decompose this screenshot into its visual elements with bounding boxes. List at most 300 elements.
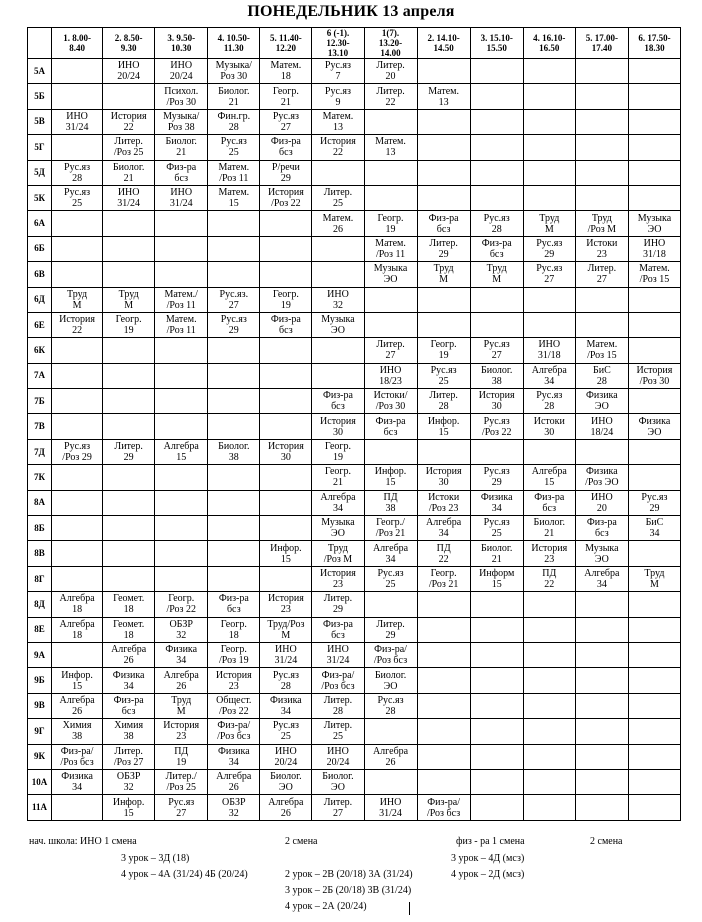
lesson-cell: Рус.яз /Роз 29	[52, 439, 103, 464]
lesson-cell: Рус.яз 7	[312, 59, 364, 84]
lesson-cell	[470, 795, 523, 820]
lesson-cell	[470, 693, 523, 718]
lesson-cell: Труд М	[470, 262, 523, 287]
lesson-cell	[103, 541, 155, 566]
lesson-cell: Литер./ /Роз 25	[155, 769, 208, 794]
lesson-cell: Труд/Роз М	[260, 617, 312, 642]
lesson-cell	[523, 109, 575, 134]
lesson-cell: ИНО 31/18	[628, 236, 680, 261]
lesson-cell	[575, 592, 628, 617]
lesson-cell	[52, 566, 103, 591]
lesson-cell	[364, 287, 417, 312]
lesson-cell: История 30	[260, 439, 312, 464]
lesson-cell: Матем. 13	[364, 135, 417, 160]
lesson-cell: Биолог. 21	[208, 84, 260, 109]
lesson-cell: Биолог. 21	[523, 516, 575, 541]
lesson-cell: ОБЗР 32	[208, 795, 260, 820]
note-pe-lesson3: 3 урок – 4Д (мсз)	[451, 853, 525, 864]
lesson-cell: ИНО 31/24	[364, 795, 417, 820]
lesson-cell	[155, 236, 208, 261]
lesson-cell: ИНО 32	[312, 287, 364, 312]
note-pe-shift1: физ - ра 1 смена	[456, 836, 525, 847]
period-header-10: 4. 16.10- 16.50	[523, 28, 575, 59]
period-header-2: 2. 8.50- 9.30	[103, 28, 155, 59]
lesson-cell	[523, 84, 575, 109]
lesson-cell: Истоки 30	[523, 414, 575, 439]
lesson-cell	[208, 236, 260, 261]
lesson-cell	[628, 769, 680, 794]
lesson-cell: Физика 34	[155, 642, 208, 667]
class-row	[28, 642, 681, 667]
period-header-6: 6 (-1). 12.30- 13.10	[312, 28, 364, 59]
lesson-cell	[260, 262, 312, 287]
lesson-cell: История 22	[52, 312, 103, 337]
class-label: 9А	[28, 642, 52, 667]
lesson-cell: Геогр. /Роз 19	[208, 642, 260, 667]
lesson-cell	[260, 566, 312, 591]
class-row	[28, 389, 681, 414]
lesson-cell	[364, 109, 417, 134]
lesson-cell: Биолог. ЭО	[312, 769, 364, 794]
lesson-cell: Биолог. 21	[103, 160, 155, 185]
lesson-cell	[417, 668, 470, 693]
lesson-cell	[523, 744, 575, 769]
class-row	[28, 490, 681, 515]
lesson-cell: Труд М	[628, 566, 680, 591]
lesson-cell	[417, 592, 470, 617]
lesson-cell	[575, 185, 628, 210]
lesson-cell: Труд М	[103, 287, 155, 312]
period-header-1: 1. 8.00- 8.40	[52, 28, 103, 59]
lesson-cell: Физ-ра бсз	[103, 693, 155, 718]
lesson-cell	[628, 719, 680, 744]
lesson-cell: Рус.яз 27	[470, 338, 523, 363]
lesson-cell: Рус.яз 25	[260, 719, 312, 744]
lesson-cell	[417, 160, 470, 185]
lesson-cell	[523, 439, 575, 464]
lesson-cell	[52, 211, 103, 236]
lesson-cell	[208, 211, 260, 236]
lesson-cell	[208, 566, 260, 591]
lesson-cell: Инфор. 15	[52, 668, 103, 693]
lesson-cell: История 22	[312, 135, 364, 160]
lesson-cell	[628, 338, 680, 363]
class-row	[28, 338, 681, 363]
lesson-cell: Физика 34	[103, 668, 155, 693]
class-row	[28, 516, 681, 541]
lesson-cell: Биолог. 21	[155, 135, 208, 160]
lesson-cell: Матем. 15	[208, 185, 260, 210]
lesson-cell	[155, 389, 208, 414]
lesson-cell: Литер. 20	[364, 59, 417, 84]
lesson-cell: Алгебра 34	[364, 541, 417, 566]
lesson-cell	[523, 769, 575, 794]
note-pe-lesson4: 4 урок – 2Д (мсз)	[451, 869, 525, 880]
lesson-cell: Рус.яз 27	[155, 795, 208, 820]
lesson-cell: Физ-ра бсз	[364, 414, 417, 439]
lesson-cell	[575, 109, 628, 134]
lesson-cell: Труд М	[155, 693, 208, 718]
header-row	[28, 28, 681, 59]
lesson-cell	[208, 389, 260, 414]
lesson-cell: История 22	[103, 109, 155, 134]
lesson-cell: Алгебра 15	[155, 439, 208, 464]
lesson-cell	[628, 693, 680, 718]
lesson-cell	[470, 59, 523, 84]
lesson-cell	[208, 338, 260, 363]
lesson-cell: Физ-ра бсз	[312, 389, 364, 414]
lesson-cell	[103, 338, 155, 363]
lesson-cell: Матем. /Роз 11	[155, 312, 208, 337]
lesson-cell	[364, 769, 417, 794]
note-ino-shift2-lesson3: 3 урок – 2Б (20/18) 3В (31/24)	[285, 885, 412, 896]
lesson-cell	[52, 541, 103, 566]
lesson-cell: История 23	[155, 719, 208, 744]
lesson-cell	[52, 642, 103, 667]
lesson-cell	[575, 135, 628, 160]
lesson-cell	[260, 363, 312, 388]
lesson-cell	[417, 719, 470, 744]
class-row	[28, 262, 681, 287]
lesson-cell: Геогр./ /Роз 21	[364, 516, 417, 541]
class-row	[28, 566, 681, 591]
lesson-cell	[103, 211, 155, 236]
lesson-cell	[523, 312, 575, 337]
lesson-cell: Матем. 26	[312, 211, 364, 236]
lesson-cell: Литер. 25	[312, 719, 364, 744]
period-header-7: 1(7). 13.20- 14.00	[364, 28, 417, 59]
class-row	[28, 592, 681, 617]
lesson-cell: Инфор. 15	[364, 465, 417, 490]
note-ino-lesson3: 3 урок – 3Д (18)	[121, 853, 190, 864]
lesson-cell	[208, 465, 260, 490]
lesson-cell: Музыка ЭО	[575, 541, 628, 566]
class-label: 7В	[28, 414, 52, 439]
lesson-cell: История 23	[260, 592, 312, 617]
lesson-cell	[208, 541, 260, 566]
lesson-cell: Литер. /Роз 27	[103, 744, 155, 769]
lesson-cell	[155, 414, 208, 439]
lesson-cell: Геогр. 21	[260, 84, 312, 109]
lesson-cell	[523, 693, 575, 718]
class-row	[28, 312, 681, 337]
lesson-cell	[103, 262, 155, 287]
lesson-cell: Физ-ра бсз	[260, 312, 312, 337]
lesson-cell: История 30	[312, 414, 364, 439]
lesson-cell: Труд М	[417, 262, 470, 287]
lesson-cell: Алгебра 18	[52, 617, 103, 642]
lesson-cell	[364, 592, 417, 617]
lesson-cell: Матем. 13	[417, 84, 470, 109]
lesson-cell	[628, 642, 680, 667]
lesson-cell: Рус.яз 28	[52, 160, 103, 185]
lesson-cell: ПД 38	[364, 490, 417, 515]
lesson-cell	[470, 287, 523, 312]
lesson-cell	[523, 668, 575, 693]
class-label: 6В	[28, 262, 52, 287]
lesson-cell: Матем. 18	[260, 59, 312, 84]
lesson-cell: Геогр. /Роз 22	[155, 592, 208, 617]
lesson-cell: Биолог. 38	[208, 439, 260, 464]
lesson-cell: Р/речи 29	[260, 160, 312, 185]
lesson-cell: Химия 38	[103, 719, 155, 744]
lesson-cell	[470, 109, 523, 134]
lesson-cell	[155, 211, 208, 236]
lesson-cell	[155, 566, 208, 591]
lesson-cell	[628, 160, 680, 185]
lesson-cell: Литер. 28	[312, 693, 364, 718]
lesson-cell	[208, 363, 260, 388]
lesson-cell: ИНО 31/24	[312, 642, 364, 667]
lesson-cell	[312, 338, 364, 363]
lesson-cell: ИНО 18/23	[364, 363, 417, 388]
class-row	[28, 795, 681, 820]
lesson-cell	[470, 160, 523, 185]
lesson-cell: Рус.яз 25	[52, 185, 103, 210]
period-header-11: 5. 17.00- 17.40	[575, 28, 628, 59]
lesson-cell	[103, 516, 155, 541]
lesson-cell: Рус.яз. 27	[208, 287, 260, 312]
lesson-cell: Алгебра 34	[575, 566, 628, 591]
class-row	[28, 439, 681, 464]
lesson-cell: Матем. /Роз 11	[364, 236, 417, 261]
lesson-cell: Инфор. 15	[103, 795, 155, 820]
lesson-cell	[417, 744, 470, 769]
lesson-cell: Геогр. 19	[312, 439, 364, 464]
lesson-cell: Психол. /Роз 30	[155, 84, 208, 109]
lesson-cell	[364, 719, 417, 744]
lesson-cell: ИНО 20/24	[312, 744, 364, 769]
class-label: 7Д	[28, 439, 52, 464]
lesson-cell	[417, 287, 470, 312]
lesson-cell	[103, 414, 155, 439]
note-ino-shift2-lesson2: 2 урок – 2В (20/18) 3А (31/24)	[285, 869, 413, 880]
class-row	[28, 617, 681, 642]
lesson-cell: Рус.яз 9	[312, 84, 364, 109]
class-row	[28, 414, 681, 439]
lesson-cell	[155, 490, 208, 515]
lesson-cell	[523, 287, 575, 312]
lesson-cell: Рус.яз 29	[470, 465, 523, 490]
lesson-cell: История /Роз 22	[260, 185, 312, 210]
class-row	[28, 693, 681, 718]
lesson-cell: Рус.яз 25	[208, 135, 260, 160]
class-row	[28, 109, 681, 134]
class-label: 6Д	[28, 287, 52, 312]
lesson-cell: ИНО 31/18	[523, 338, 575, 363]
lesson-cell: История 23	[312, 566, 364, 591]
lesson-cell: Алгебра 34	[523, 363, 575, 388]
lesson-cell	[575, 312, 628, 337]
lesson-cell: Матем./ /Роз 11	[155, 287, 208, 312]
lesson-cell	[523, 617, 575, 642]
class-label: 5Б	[28, 84, 52, 109]
class-label: 5В	[28, 109, 52, 134]
lesson-cell	[575, 744, 628, 769]
lesson-cell	[628, 592, 680, 617]
lesson-cell: Рус.яз 29	[208, 312, 260, 337]
lesson-cell: Алгебра 26	[364, 744, 417, 769]
lesson-cell: Физика 34	[470, 490, 523, 515]
lesson-cell	[470, 617, 523, 642]
class-row	[28, 211, 681, 236]
class-label: 6Б	[28, 236, 52, 261]
lesson-cell	[260, 338, 312, 363]
class-row	[28, 744, 681, 769]
lesson-cell	[417, 693, 470, 718]
lesson-cell: Общест. /Роз 22	[208, 693, 260, 718]
lesson-cell	[52, 262, 103, 287]
lesson-cell: Биолог. 21	[470, 541, 523, 566]
class-label: 6К	[28, 338, 52, 363]
lesson-cell: ИНО 20/24	[260, 744, 312, 769]
lesson-cell: Физ-ра бсз	[417, 211, 470, 236]
class-label: 8А	[28, 490, 52, 515]
lesson-cell: Литер. 27	[312, 795, 364, 820]
lesson-cell: ИНО 20	[575, 490, 628, 515]
lesson-cell: Рус.яз /Роз 22	[470, 414, 523, 439]
lesson-cell: Геомет. 18	[103, 592, 155, 617]
lesson-cell: Рус.яз 29	[628, 490, 680, 515]
lesson-cell: Труд /Роз М	[575, 211, 628, 236]
lesson-cell: Литер. 27	[364, 338, 417, 363]
lesson-cell: Геогр. 19	[103, 312, 155, 337]
class-label: 5А	[28, 59, 52, 84]
lesson-cell	[417, 439, 470, 464]
lesson-cell: Рус.яз 28	[523, 389, 575, 414]
lesson-cell: Музыка/ Роз 30	[208, 59, 260, 84]
lesson-cell: Музыка ЭО	[628, 211, 680, 236]
lesson-cell	[575, 693, 628, 718]
lesson-cell: Алгебра 26	[208, 769, 260, 794]
lesson-cell: Литер. 22	[364, 84, 417, 109]
lesson-cell: Геогр. 18	[208, 617, 260, 642]
lesson-cell	[628, 185, 680, 210]
lesson-cell	[628, 287, 680, 312]
lesson-cell: Физ-ра бсз	[523, 490, 575, 515]
lesson-cell: Рус.яз 27	[523, 262, 575, 287]
class-row	[28, 287, 681, 312]
lesson-cell: Геогр. 19	[260, 287, 312, 312]
lesson-cell	[575, 84, 628, 109]
lesson-cell: История 23	[523, 541, 575, 566]
lesson-cell	[103, 236, 155, 261]
lesson-cell: Литер. 29	[103, 439, 155, 464]
lesson-cell	[312, 236, 364, 261]
lesson-cell: ИНО 31/24	[155, 185, 208, 210]
lesson-cell: Рус.яз 25	[470, 516, 523, 541]
lesson-cell	[470, 439, 523, 464]
lesson-cell: ИНО 20/24	[155, 59, 208, 84]
lesson-cell: Музыка ЭО	[312, 516, 364, 541]
lesson-cell	[155, 338, 208, 363]
lesson-cell: ОБЗР 32	[155, 617, 208, 642]
lesson-cell: Матем. /Роз 15	[575, 338, 628, 363]
lesson-cell: Алгебра 26	[52, 693, 103, 718]
lesson-cell: Геогр. 19	[417, 338, 470, 363]
lesson-cell	[103, 363, 155, 388]
lesson-cell: Литер. 29	[364, 617, 417, 642]
lesson-cell	[417, 59, 470, 84]
lesson-cell: Физ-ра/ /Роз бсз	[312, 668, 364, 693]
class-label: 7К	[28, 465, 52, 490]
lesson-cell	[155, 363, 208, 388]
lesson-cell: Биолог. ЭО	[364, 668, 417, 693]
lesson-cell: Рус.яз 28	[470, 211, 523, 236]
lesson-cell: Алгебра 26	[155, 668, 208, 693]
class-label: 6Е	[28, 312, 52, 337]
lesson-cell: ИНО 31/24	[103, 185, 155, 210]
lesson-cell	[364, 439, 417, 464]
lesson-cell	[575, 439, 628, 464]
lesson-cell	[260, 236, 312, 261]
class-label: 5Д	[28, 160, 52, 185]
lesson-cell	[575, 617, 628, 642]
class-label: 9Г	[28, 719, 52, 744]
lesson-cell: Алгебра 26	[103, 642, 155, 667]
lesson-cell: Рус.яз 25	[417, 363, 470, 388]
lesson-cell	[523, 135, 575, 160]
lesson-cell	[103, 490, 155, 515]
lesson-cell	[364, 312, 417, 337]
lesson-cell: Физ-ра бсз	[260, 135, 312, 160]
lesson-cell	[364, 160, 417, 185]
lesson-cell: Физ-ра бсз	[312, 617, 364, 642]
class-label: 6А	[28, 211, 52, 236]
lesson-cell	[470, 84, 523, 109]
lesson-cell: Рус.яз 29	[523, 236, 575, 261]
lesson-cell: Литер. 25	[312, 185, 364, 210]
lesson-cell	[155, 516, 208, 541]
lesson-cell	[417, 312, 470, 337]
text-cursor	[409, 902, 410, 915]
lesson-cell	[52, 795, 103, 820]
lesson-cell	[628, 59, 680, 84]
lesson-cell	[155, 541, 208, 566]
lesson-cell	[260, 490, 312, 515]
lesson-cell	[52, 389, 103, 414]
lesson-cell: Матем. 13	[312, 109, 364, 134]
lesson-cell	[628, 389, 680, 414]
lesson-cell: Литер. 29	[312, 592, 364, 617]
lesson-cell: Рус.яз 27	[260, 109, 312, 134]
period-header-5: 5. 11.40- 12.20	[260, 28, 312, 59]
class-label: 11А	[28, 795, 52, 820]
lesson-cell: Матем. /Роз 11	[208, 160, 260, 185]
lesson-cell	[628, 465, 680, 490]
lesson-cell	[628, 109, 680, 134]
lesson-cell	[523, 59, 575, 84]
class-row	[28, 465, 681, 490]
lesson-cell: ПД 22	[523, 566, 575, 591]
class-row	[28, 84, 681, 109]
lesson-cell: Литер. /Роз 25	[103, 135, 155, 160]
lesson-cell: Алгебра 34	[312, 490, 364, 515]
lesson-cell	[260, 516, 312, 541]
lesson-cell	[628, 135, 680, 160]
lesson-cell	[364, 185, 417, 210]
class-label: 5К	[28, 185, 52, 210]
class-label: 9Б	[28, 668, 52, 693]
lesson-cell	[208, 414, 260, 439]
class-row	[28, 236, 681, 261]
lesson-cell: ИНО 31/24	[260, 642, 312, 667]
lesson-cell	[575, 642, 628, 667]
lesson-cell: БиС 28	[575, 363, 628, 388]
lesson-cell	[628, 84, 680, 109]
lesson-cell	[417, 109, 470, 134]
lesson-cell	[470, 769, 523, 794]
